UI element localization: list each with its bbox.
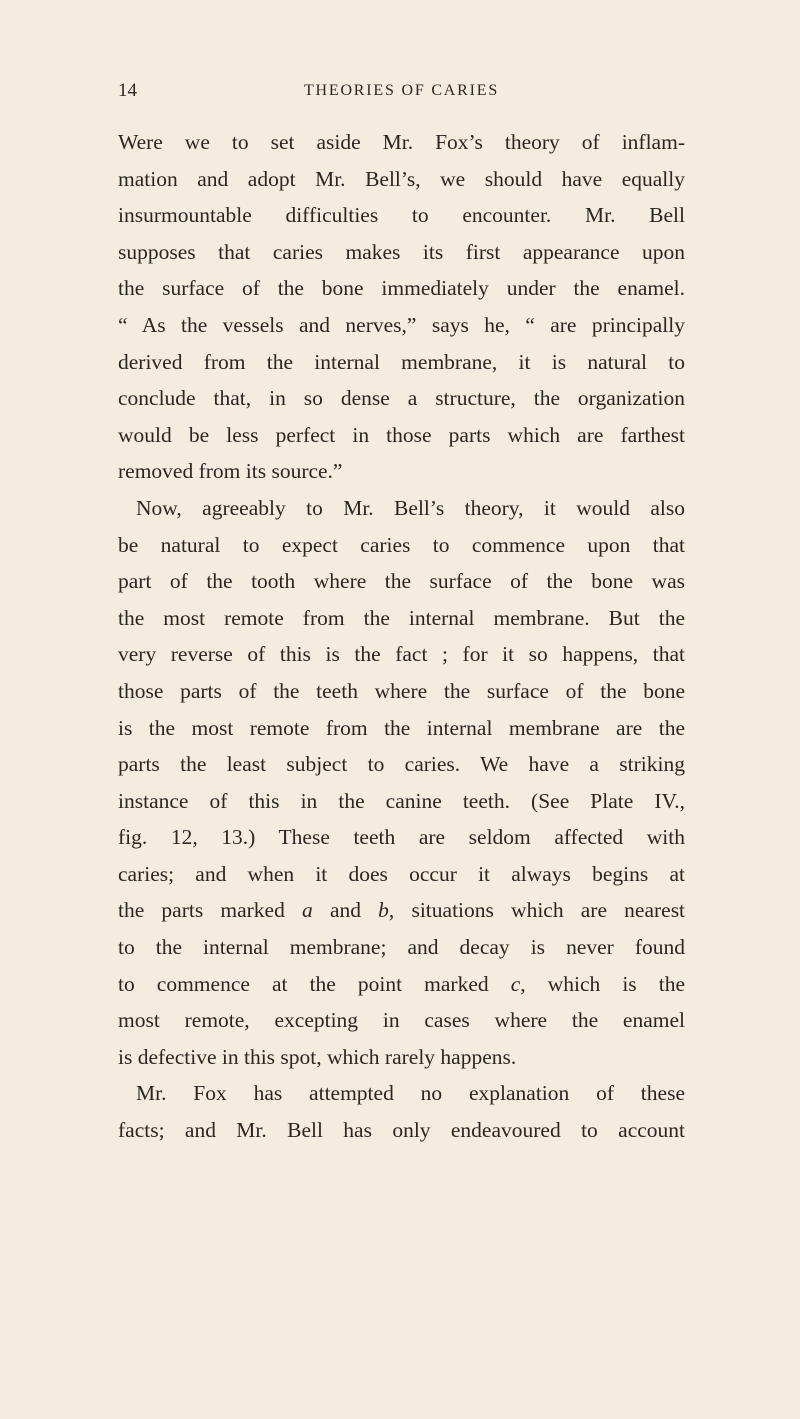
text-line: would be less perfect in those parts which are farthest <box>118 422 685 447</box>
text-line: supposes that caries makes its first appearance upon <box>118 239 685 264</box>
text-line: be natural to expect caries to commence upon that <box>118 532 685 557</box>
text-line <box>118 966 685 1003</box>
text-line: removed from its source.” <box>118 459 343 484</box>
text-run: , which is the <box>520 971 685 996</box>
figure-letter-c: c <box>510 971 521 996</box>
text-line: parts the least subject to caries. We have a striking <box>118 752 685 777</box>
text-line: Now, agreeably to Mr. Bell’s theory, it would also <box>136 495 685 520</box>
text-line: is defective in this spot, which rarely happens. <box>118 1044 517 1069</box>
text-line: those parts of the teeth where the surface of the bone <box>118 678 685 703</box>
text-line: conclude that, in so dense a structure, the organization <box>118 386 685 411</box>
text-line: Mr. Fox has attempted no explanation of these <box>136 1081 685 1106</box>
figure-letter-a: a <box>302 898 313 923</box>
text-line: the most remote from the internal membrane. But the <box>118 605 685 630</box>
text-line: most remote, excepting in cases where the enamel <box>118 1008 685 1033</box>
text-line: very reverse of this is the fact ; for it so happens, that <box>118 642 685 667</box>
body-text <box>118 124 685 1149</box>
text-run: to commence at the point marked <box>118 971 489 996</box>
text-run: , situations which are nearest <box>388 898 686 923</box>
text-line: the surface of the bone immediately under the enamel. <box>118 276 685 301</box>
page-header <box>118 80 685 104</box>
text-line: derived from the internal membrane, it is natural to <box>118 349 685 374</box>
text-line: “ As the vessels and nerves,” says he, “ are principally <box>118 312 685 337</box>
text-line: part of the tooth where the surface of the bone was <box>118 569 685 594</box>
text-line: mation and adopt Mr. Bell’s, we should have equally <box>118 166 685 191</box>
text-line: instance of this in the canine teeth. (See Plate IV., <box>118 788 685 813</box>
running-head: THEORIES OF CARIES <box>303 82 500 99</box>
page-number: 14 <box>118 80 137 101</box>
text-run: the parts marked <box>118 898 285 923</box>
text-line: facts; and Mr. Bell has only endeavoured to account <box>118 1118 685 1143</box>
text-line: is the most remote from the internal membrane are the <box>118 715 685 740</box>
text-line: to the internal membrane; and decay is never found <box>118 935 685 960</box>
text-line: caries; and when it does occur it always begins at <box>118 861 685 886</box>
text-run: and <box>329 898 361 923</box>
text-line: Were we to set aside Mr. Fox’s theory of inflam- <box>118 130 685 154</box>
figure-letter-b: b <box>378 898 389 923</box>
text-line: insurmountable difficulties to encounter. Mr. Bell <box>118 203 685 228</box>
text-line: fig. 12, 13.) These teeth are seldom affected with <box>118 825 685 850</box>
text-line <box>118 892 685 929</box>
